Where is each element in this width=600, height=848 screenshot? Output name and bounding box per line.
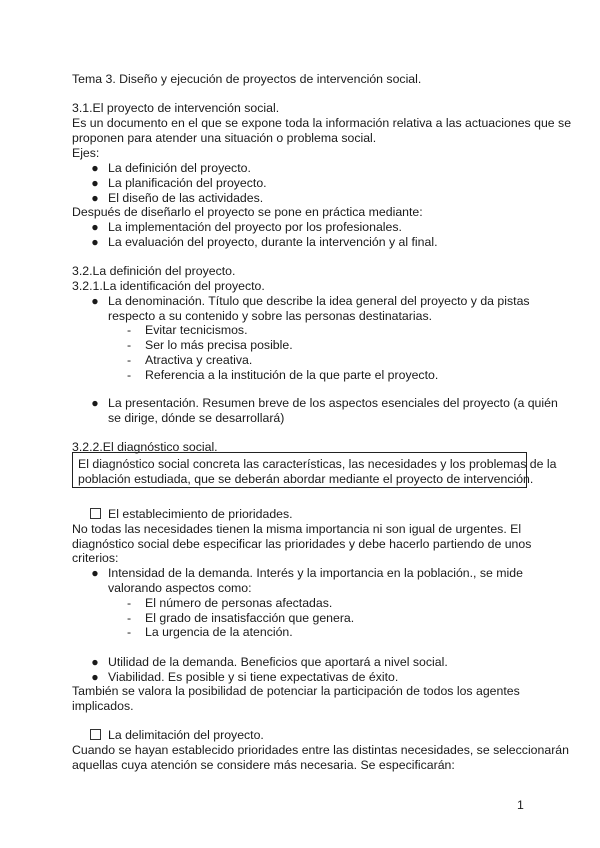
bullet-icon: ● xyxy=(91,220,99,234)
checkbox-icon[interactable] xyxy=(90,729,101,740)
box-line: El diagnóstico social concreta las características, las necesidades y los problemas de la xyxy=(78,457,557,471)
bullet-icon: ● xyxy=(91,566,99,580)
dash-icon: - xyxy=(127,338,132,352)
list-item: La denominación. Título que describe la idea general del proyecto y da pistas xyxy=(108,294,530,308)
list-item: La definición del proyecto. xyxy=(108,161,251,175)
bullet-icon: ● xyxy=(91,655,99,669)
list-item-continuation: se dirige, dónde se desarrollará) xyxy=(108,411,285,425)
sub-list-item: Atractiva y creativa. xyxy=(145,353,253,367)
paragraph-line: implicados. xyxy=(72,699,134,713)
paragraph-line: Cuando se hayan establecido prioridades entre las distintas necesidades, se seleccionarán xyxy=(72,743,569,757)
list-item: La planificación del proyecto. xyxy=(108,176,267,190)
sub-list-item: El número de personas afectadas. xyxy=(145,596,333,610)
section-heading: 3.2.La definición del proyecto. xyxy=(72,264,236,278)
sub-list-item: Referencia a la institución de la que parte el proyecto. xyxy=(145,368,439,382)
sub-list-item: El grado de insatisfacción que genera. xyxy=(145,611,355,625)
dash-icon: - xyxy=(127,625,132,639)
paragraph-line: Es un documento en el que se expone toda la información relativa a las actuaciones que se xyxy=(72,116,572,130)
paragraph-line: Después de diseñarlo el proyecto se pone en práctica mediante: xyxy=(72,205,423,219)
checkbox-icon[interactable] xyxy=(90,508,101,519)
dash-icon: - xyxy=(127,611,132,625)
paragraph-line: No todas las necesidades tienen la misma importancia ni son igual de urgentes. El xyxy=(72,522,522,536)
dash-icon: - xyxy=(127,323,132,337)
paragraph-line: proponen para atender una situación o problema social. xyxy=(72,131,377,145)
paragraph-line: diagnóstico social debe especificar las prioridades y debe hacerlo partiendo de unos xyxy=(72,537,532,551)
paragraph-line: criterios: xyxy=(72,551,119,565)
bullet-icon: ● xyxy=(91,670,99,684)
sub-list-item: Evitar tecnicismos. xyxy=(145,323,248,337)
section-heading: 3.1.El proyecto de intervención social. xyxy=(72,101,280,115)
dash-icon: - xyxy=(127,596,132,610)
paragraph-line: También se valora la posibilidad de potenciar la participación de todos los agentes xyxy=(72,684,520,698)
sub-list-item: La urgencia de la atención. xyxy=(145,625,293,639)
list-item: Viabilidad. Es posible y si tiene expectativas de éxito. xyxy=(108,670,399,684)
list-item: La implementación del proyecto por los profesionales. xyxy=(108,220,402,234)
bullet-icon: ● xyxy=(91,235,99,249)
list-item-continuation: valorando aspectos como: xyxy=(108,581,252,595)
dash-icon: - xyxy=(127,353,132,367)
list-item-continuation: respecto a su contenido y sobre las personas destinatarias. xyxy=(108,309,433,323)
bullet-icon: ● xyxy=(91,176,99,190)
subsection-heading: 3.2.2.El diagnóstico social. xyxy=(72,440,218,454)
sub-list-item: Ser lo más precisa posible. xyxy=(145,338,293,352)
dash-icon: - xyxy=(127,368,132,382)
page-title: Tema 3. Diseño y ejecución de proyectos de intervención social. xyxy=(72,72,422,86)
list-item: La presentación. Resumen breve de los aspectos esenciales del proyecto (a quién xyxy=(108,396,558,410)
page-number: 1 xyxy=(517,798,524,812)
bullet-icon: ● xyxy=(91,161,99,175)
subsection-heading: 3.2.1.La identificación del proyecto. xyxy=(72,279,265,293)
list-item: Utilidad de la demanda. Beneficios que aportará a nivel social. xyxy=(108,655,448,669)
bullet-icon: ● xyxy=(91,294,99,308)
definition-box xyxy=(72,452,557,488)
bullet-icon: ● xyxy=(91,396,99,410)
bullet-icon: ● xyxy=(91,191,99,205)
checkbox-label: El establecimiento de prioridades. xyxy=(108,507,293,521)
list-item: Intensidad de la demanda. Interés y la importancia en la población., se mide xyxy=(108,566,523,580)
box-line: población estudiada, que se deberán abordar mediante el proyecto de intervención. xyxy=(78,471,534,486)
checkbox-label: La delimitación del proyecto. xyxy=(108,728,264,742)
ejes-label: Ejes: xyxy=(72,146,100,160)
list-item: La evaluación del proyecto, durante la intervención y al final. xyxy=(108,235,438,249)
list-item: El diseño de las actividades. xyxy=(108,191,264,205)
paragraph-line: aquellas cuya atención se considere más necesaria. Se especificarán: xyxy=(72,758,455,772)
